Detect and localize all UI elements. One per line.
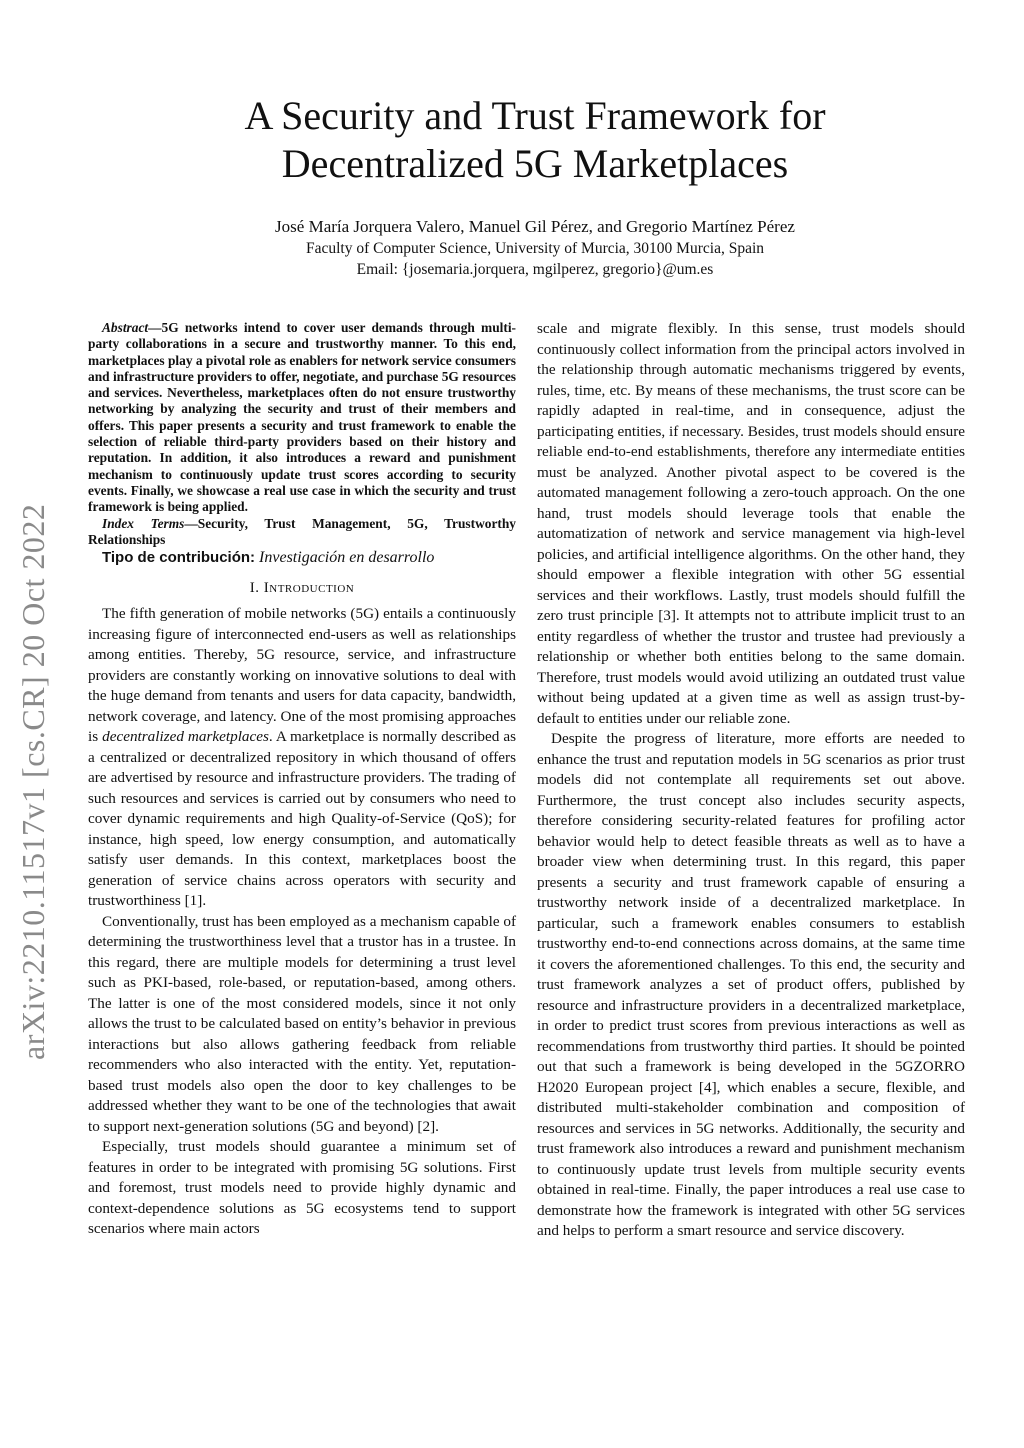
contribution-type [88,548,516,568]
intro-paragraph-1 [88,604,516,912]
right-column [537,319,965,1242]
affiliation: Faculty of Computer Science, University of Murcia, 30100 Murcia, Spain [305,240,764,257]
author-list: José María Jorquera Valero, Manuel Gil Pérez, and Gregorio Martínez Pérez [275,217,795,236]
intro-paragraph-3: Especially, trust models should guarantee a minimum set of features in order to be integrated with promising 5G solutions. First and foremost, trust models need to provide highly dynamic and context-dependence solutions as 5G ecosystems tend to support scenarios where main actors [88,1138,516,1238]
index-terms [88,516,516,549]
arxiv-identifier-stamp: arXiv:2210.11517v1 [cs.CR] 20 Oct 2022 [15,503,51,1060]
contribution-type-value: Investigación en desarrollo [259,549,435,567]
index-terms-text: —Security, Trust Management, 5G, Trustworthy Relationships [88,515,516,547]
intro-paragraph-1-emphasis: decentralized marketplaces [102,728,269,746]
abstract [88,320,516,516]
intro-paragraph-4: Despite the progress of literature, more efforts are needed to enhance the trust and reputation models in 5G scenarios as prior trust models did not contemplate all requirements set out above. Furthermore, the trust concept also includes security aspects, therefore considering security-related features for profiling actor behavior would help to detect feasible threats as well as to have a broader view when determining trust. In this regard, this paper presents a security and trust framework capable of ensuring a trustworthy network inside of a decentralized marketplace. In particular, such a framework enables consumers to establish trustworthy end-to-end connections across domains, at the same time it covers the aforementioned challenges. To this end, the security and trust framework analyzes a set of product offers, published by resource and infrastructure providers in a decentralized marketplace, in order to predict trust scores from previous interactions as well as recommendations from trustworthy third parties. It should be pointed out that such a framework is being developed in the 5GZORRO H2020 European project [4], which enables a secure, flexible, and distributed multi-stakeholder combination and composition of resources and services in 5G networks. Additionally, the security and trust framework also introduces a reward and punishment mechanism to continuously update trust levels from multiple security events obtained in real-time. Finally, the paper introduces a real use case to demonstrate how the framework is integrated with other 5G services and helps to perform a smart resource and service discovery. [537,730,965,1239]
section-heading-introduction: I. Introduction [249,580,355,597]
paper-title [120,92,950,188]
abstract-text: —5G networks intend to cover user demands through multi-party collaborations in a secure and trustworthy manner. To this end, marketplaces play a pivotal role as enablers for network service consumers and infrastructure providers to offer, negotiate, and purchase 5G resources and services. Nevertheless, marketplaces often do not ensure trustworthy networking by analyzing the security and trust of their members and offers. This paper presents a security and trust framework to enable the selection of reliable third-party providers based on their history and reputation. In addition, it also introduces a reward and punishment mechanism to continuously update trust scores according to security events. Finally, we showcase a real use case in which the security and trust framework is being applied. [88,320,516,515]
intro-paragraph-1-text-b: . A marketplace is normally described as a centralized or decentralized repository in which thousand of offers are advertised by resource and infrastructure providers. The trading of such resources and services is carried out by consumers who need to cover dynamic requirements and high Quality-of-Service (QoS); for instance, high speed, low energy consumption, and automatically satisfy user demands. In this context, marketplaces boost the generation of service chains across operators with security and trustworthiness [1]. [88,728,516,910]
title-line-2: Decentralized 5G Marketplaces [281,141,789,186]
intro-paragraph-2: Conventionally, trust has been employed as a mechanism capable of determining the trustworthiness level that a trustor has in a trustee. In this regard, there are multiple models for determining a trust level such as PKI-based, role-based, or reputation-based, among others. The latter is one of the most considered models, since it not only allows the trust to be calculated based on entity’s behavior in previous interactions but also allows gathering feedback from reliable recommenders who also interacted with the entity. Yet, reputation-based trust models also open the door to key challenges to be addressed whether they want to be one of the technologies that await to support next-generation solutions (5G and beyond) [2]. [88,912,517,1135]
contact-email: Email: {josemaria.jorquera, mgilperez, gregorio}@um.es [356,261,714,278]
abstract-lead: Abstract [102,320,149,335]
title-line-1: A Security and Trust Framework for [244,93,826,138]
index-terms-lead: Index Terms [102,515,185,531]
contribution-type-label: Tipo de contribución: [102,549,256,567]
intro-paragraph-1-text-a: The fifth generation of mobile networks (5G) entails a continuously increasing figure of interconnected end-users as well as relationships among entities. Thereby, 5G resource, service, and infrastructure providers are constantly working on innovative solutions to deal with the huge demand from tenants and users for data capacity, bandwidth, network coverage, and latency. One of the most promising approaches is [88,605,516,746]
intro-paragraph-3-continued: scale and migrate flexibly. In this sense, trust models should continuously collect information from the principal actors involved in the relationship through automatic mechanisms triggered by events, rules, time, etc. By means of these mechanisms, the trust score can be rapidly adapted in real-time, and in consequence, adjust the participating entities, if necessary. Besides, trust models should ensure reliable end-to-end establishments, therefore any intermediate entities must be analyzed. Another pivotal aspect to be covered is the automated management following a zero-touch approach. On the one hand, trust models should leverage tools that enable the automatization of network and service management via high-level policies, and artificial intelligence algorithms. On the other hand, they should empower a flexible integration with other 5G essential services and their workflows. Lastly, trust models should fulfill the zero trust principle [3]. It attempts not to attribute implicit trust to an entity regardless of whether the trustor and trustee had previously a relationship or whether both entities belong to the same domain. Therefore, trust models would avoid utilizing an outdated trust value without being updated at a given time as well as assign trust-by-default to entities under our reliable zone. [537,320,965,727]
left-column [88,320,516,1240]
